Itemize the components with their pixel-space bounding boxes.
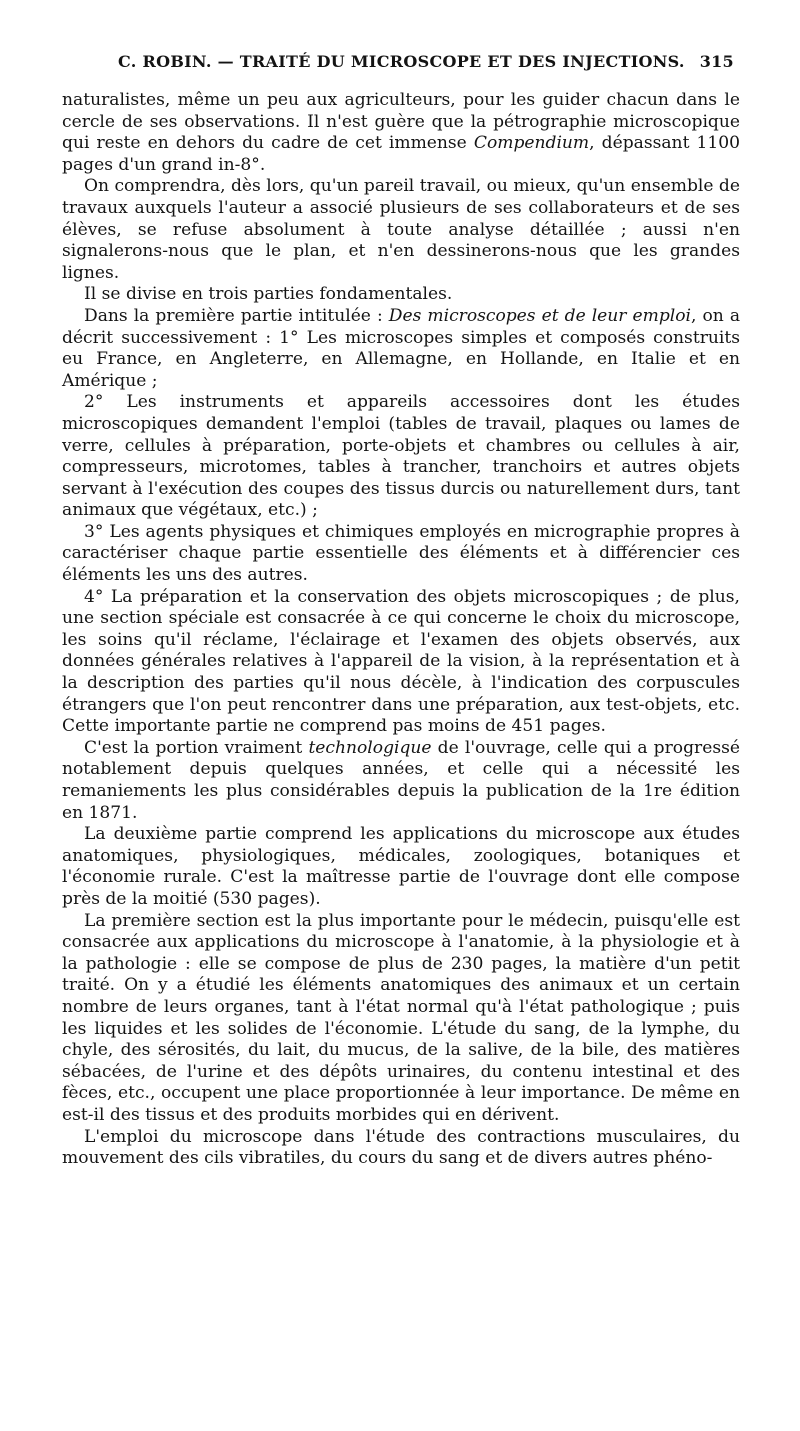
page	[62, 52, 740, 1170]
text-run: naturalistes, même un peu aux agriculteurs, pour les guider chacun dans le cercle de ses observations. Il n'est guère que la pétrographie microscopique qui reste en dehors du cadre de cet immense	[62, 90, 740, 154]
text-run: 3° Les agents physiques et chimiques employés en micrographie propres à caractériser chaque partie essentielle des éléments et à différencier ces éléments les uns des autres.	[62, 521, 740, 586]
text-run: L'emploi du microscope dans l'étude des contractions musculaires, du mouvement des cils vibratiles, du cours du sang et de divers autres phéno-	[62, 1126, 740, 1169]
paragraph-7	[62, 738, 740, 824]
text-run: de l'ouvrage, celle qui a progressé notablement depuis quelques années, et celle qui a nécessité les remaniements les plus considérables depuis la publication de la 1re édition en 1871.	[62, 737, 740, 823]
text-run: Compendium	[473, 133, 590, 154]
paragraph-9	[62, 911, 740, 1127]
paragraph-2	[62, 284, 740, 306]
text-run: Il se divise en trois parties fondamentales.	[84, 284, 453, 305]
paragraph-0	[62, 90, 740, 176]
paragraph-10	[62, 1127, 740, 1170]
text-run: On comprendra, dès lors, qu'un pareil travail, ou mieux, qu'un ensemble de travaux auxquels l'auteur a associé plusieurs de ses collaborateurs et de ses élèves, se refuse absolument à toute analyse détaillée ; aussi n'en signalerons-nous que le plan, et n'en dessinerons-nous que les grandes lignes.	[62, 176, 740, 283]
body-text	[62, 90, 740, 1170]
paragraph-8	[62, 824, 740, 910]
text-run: 2° Les instruments et appareils accessoires dont les études microscopiques demandent l'emploi (tables de travail, plaques ou lames de verre, cellules à préparation, porte-objets et chambres ou cellules à air, compresseurs, microtomes, tables à trancher, tranchoirs et autres objets servant à l'exécution des coupes des tissus durcis ou naturellement durs, tant animaux que végétaux, etc.) ;	[62, 392, 740, 521]
running-title: C. ROBIN. — TRAITÉ DU MICROSCOPE ET DES INJECTIONS.	[118, 52, 685, 71]
text-run: , on a décrit successivement : 1° Les microscopes simples et composés construits eu France, en Angleterre, en Allemagne, en Hollande, en Italie et en Amérique ;	[62, 305, 741, 391]
text-run: 4° La préparation et la conservation des objets microscopiques ; de plus, une section spéciale est consacrée à ce qui concerne le choix du microscope, les soins qu'il réclame, l'éclairage et l'examen des objets observés, aux données générales relatives à l'appareil de la vision, à la représentation et à la description des parties qu'il nous décèle, à l'indication des corpuscules étrangers que l'on peut rencontrer dans une préparation, aux test-objets, etc. Cette importante partie ne comprend pas moins de 451 pages.	[62, 586, 740, 737]
paragraph-4	[62, 392, 740, 522]
text-run: La première section est la plus importante pour le médecin, puisqu'elle est consacrée aux applications du microscope à l'anatomie, à la physiologie et à la pathologie : elle se compose de plus de 230 pages, la matière d'un petit traité. On y a étudié les éléments anatomiques des animaux et un certain nombre de leurs organes, tant à l'état normal qu'à l'état pathologique ; puis les liquides et les solides de l'économie. L'étude du sang, de la lymphe, du chyle, des sérosités, du lait, du mucus, de la salive, de la bile, des matières sébacées, de l'urine et des dépôts urinaires, du contenu intestinal et des fèces, etc., occupent une place proportionnée à leur importance. De même en est-il des tissus et des produits morbides qui en dérivent.	[62, 910, 740, 1125]
text-run: technologique	[308, 737, 432, 758]
paragraph-6	[62, 587, 740, 738]
text-run: Des microscopes et de leur emploi	[388, 305, 692, 326]
paragraph-1	[62, 176, 740, 284]
text-run: La deuxième partie comprend les applications du microscope aux études anatomiques, physiologiques, médicales, zoologiques, botaniques et l'économie rurale. C'est la maîtresse partie de l'ouvrage dont elle compose près de la moitié (530 pages).	[62, 824, 740, 909]
paragraph-3	[62, 306, 740, 392]
running-head	[62, 52, 740, 78]
paragraph-5	[62, 522, 740, 587]
page-number: 315	[699, 52, 734, 71]
text-run: Dans la première partie intitulée :	[84, 305, 389, 326]
text-run: C'est la portion vraiment	[84, 737, 309, 758]
text-run: , dépassant 1100 pages d'un grand in-8°.	[62, 133, 740, 175]
